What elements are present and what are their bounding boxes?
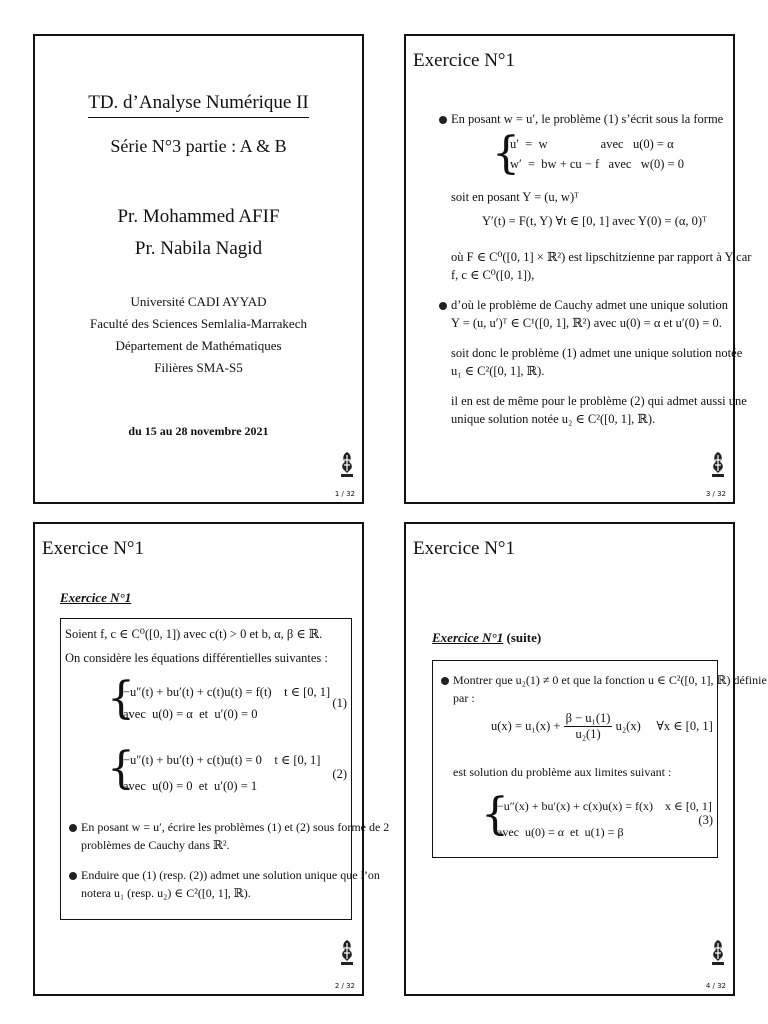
text-line: Montrer que u₂(1) ≠ 0 et que la fonction u ∈ C²([0, 1], ℝ) définie bbox=[453, 673, 767, 687]
university-logo-icon bbox=[338, 938, 356, 966]
equation-1b: avec u(0) = α et u′(0) = 0 bbox=[123, 707, 258, 721]
slide-2 bbox=[33, 522, 390, 996]
equation-tag-3: (3) bbox=[698, 813, 713, 827]
equation-right: u₂(x) ∀x ∈ [0, 1] bbox=[615, 719, 713, 733]
text-line: En posant w = u′, écrire les problèmes (1) et (2) sous forme de 2 bbox=[81, 820, 390, 834]
date: du 15 au 28 novembre 2021 bbox=[128, 424, 269, 438]
brace-icon: { bbox=[107, 743, 135, 794]
system-line-1: u′ = w avec u(0) = α bbox=[510, 137, 674, 151]
course-title: TD. d’Analyse Numérique II bbox=[88, 92, 309, 118]
system-line-2: w′ = bw + cu − f avec w(0) = 0 bbox=[510, 157, 684, 171]
text-line: Enduire que (1) (resp. (2)) admet une solution unique que l’on bbox=[81, 868, 380, 882]
exercise-box bbox=[432, 660, 767, 858]
university-logo-icon bbox=[709, 938, 727, 966]
text-line: est solution du problème aux limites suivant : bbox=[453, 765, 672, 779]
text-line: Y = (u, u′)ᵀ ∈ C¹([0, 1], ℝ²) avec u(0) = α et u′(0) = 0. bbox=[451, 316, 722, 330]
text-line: il en est de même pour le problème (2) qui admet aussi une bbox=[451, 394, 747, 408]
fraction-numerator: β − u₁(1) bbox=[565, 711, 611, 725]
bullet-2-icon bbox=[439, 302, 447, 310]
equation-tag-1: (1) bbox=[332, 696, 347, 710]
slide-header: Exercice N°1 bbox=[413, 50, 516, 71]
equation-line: Y′(t) = F(t, Y) ∀t ∈ [0, 1] avec Y(0) = (α, 0)ᵀ bbox=[482, 214, 707, 228]
slide-3 bbox=[404, 34, 752, 504]
text-line: f, c ∈ C⁰([0, 1]), bbox=[451, 268, 535, 282]
university-logo-icon bbox=[709, 450, 727, 478]
exercise-title-suite: (suite) bbox=[503, 630, 542, 645]
bullet-1-icon bbox=[69, 824, 77, 832]
department: Département de Mathématiques bbox=[115, 338, 282, 353]
faculty: Faculté des Sciences Semlalia-Marrakech bbox=[90, 316, 307, 331]
slide-header: Exercice N°1 bbox=[413, 538, 516, 559]
text-line: d’où le problème de Cauchy admet une unique solution bbox=[451, 298, 729, 312]
slide-header: Exercice N°1 bbox=[42, 538, 145, 559]
page-number: 1 / 32 bbox=[334, 490, 355, 498]
text-line: u₁ ∈ C²([0, 1], ℝ). bbox=[451, 364, 545, 378]
fraction-denominator: u₂(1) bbox=[575, 727, 601, 741]
text-line: soit donc le problème (1) admet une unique solution notée bbox=[451, 346, 743, 360]
exercise-title-main: Exercice N°1 bbox=[432, 630, 504, 645]
text-line: En posant w = u′, le problème (1) s’écrit sous la forme bbox=[451, 112, 724, 126]
brace-icon: { bbox=[492, 128, 520, 179]
bullet-2-icon bbox=[69, 872, 77, 880]
equation-1a: −u″(t) + bu′(t) + c(t)u(t) = f(t) t ∈ [0, 1] bbox=[123, 685, 331, 699]
equation-left: u(x) = u₁(x) + bbox=[491, 719, 561, 733]
text-line: où F ∈ C⁰([0, 1] × ℝ²) est lipschitzienne par rapport à Y car bbox=[451, 250, 752, 264]
brace-icon: { bbox=[481, 789, 509, 840]
exercise-title bbox=[432, 630, 541, 645]
text-line: unique solution notée u₂ ∈ C²([0, 1], ℝ). bbox=[451, 412, 656, 426]
university: Université CADI AYYAD bbox=[130, 294, 267, 309]
bullet-1-icon bbox=[439, 116, 447, 124]
exercise-title: Exercice N°1 bbox=[60, 590, 132, 605]
text-line: par : bbox=[453, 691, 475, 705]
page-number: 3 / 32 bbox=[705, 490, 726, 498]
equation-3a: −u″(x) + bu′(x) + c(x)u(x) = f(x) x ∈ [0, 1] bbox=[497, 799, 712, 813]
equation-tag-2: (2) bbox=[332, 767, 347, 781]
exercise-box bbox=[60, 618, 390, 920]
author-1: Pr. Mohammed AFIF bbox=[117, 206, 280, 227]
text-line: Soient f, c ∈ C⁰([0, 1]) avec c(t) > 0 et b, α, β ∈ ℝ. bbox=[65, 627, 323, 641]
equation-3b: avec u(0) = α et u(1) = β bbox=[497, 825, 624, 839]
fraction bbox=[564, 711, 613, 742]
author-2: Pr. Nabila Nagid bbox=[134, 238, 263, 259]
text-line: problèmes de Cauchy dans ℝ². bbox=[81, 838, 230, 852]
text-line: notera u₁ (resp. u₂) ∈ C²([0, 1], ℝ). bbox=[81, 886, 251, 900]
equation-2a: −u″(t) + bu′(t) + c(t)u(t) = 0 t ∈ [0, 1] bbox=[123, 753, 321, 767]
brace-icon: { bbox=[107, 673, 135, 724]
page-number: 4 / 32 bbox=[705, 982, 726, 990]
equation-2b: avec u(0) = 0 et u′(0) = 1 bbox=[123, 779, 258, 793]
bullet-1-icon bbox=[441, 677, 449, 685]
series-title: Série N°3 partie : A & B bbox=[110, 136, 287, 156]
page-number: 2 / 32 bbox=[334, 982, 355, 990]
definition-equation bbox=[491, 711, 713, 742]
university-logo-icon bbox=[338, 450, 356, 478]
slide-4 bbox=[404, 522, 767, 996]
text-line: soit en posant Y = (u, w)ᵀ bbox=[451, 190, 579, 204]
program: Filières SMA-S5 bbox=[154, 360, 243, 375]
text-line: On considère les équations différentielles suivantes : bbox=[65, 651, 328, 665]
slide-1 bbox=[33, 34, 364, 504]
